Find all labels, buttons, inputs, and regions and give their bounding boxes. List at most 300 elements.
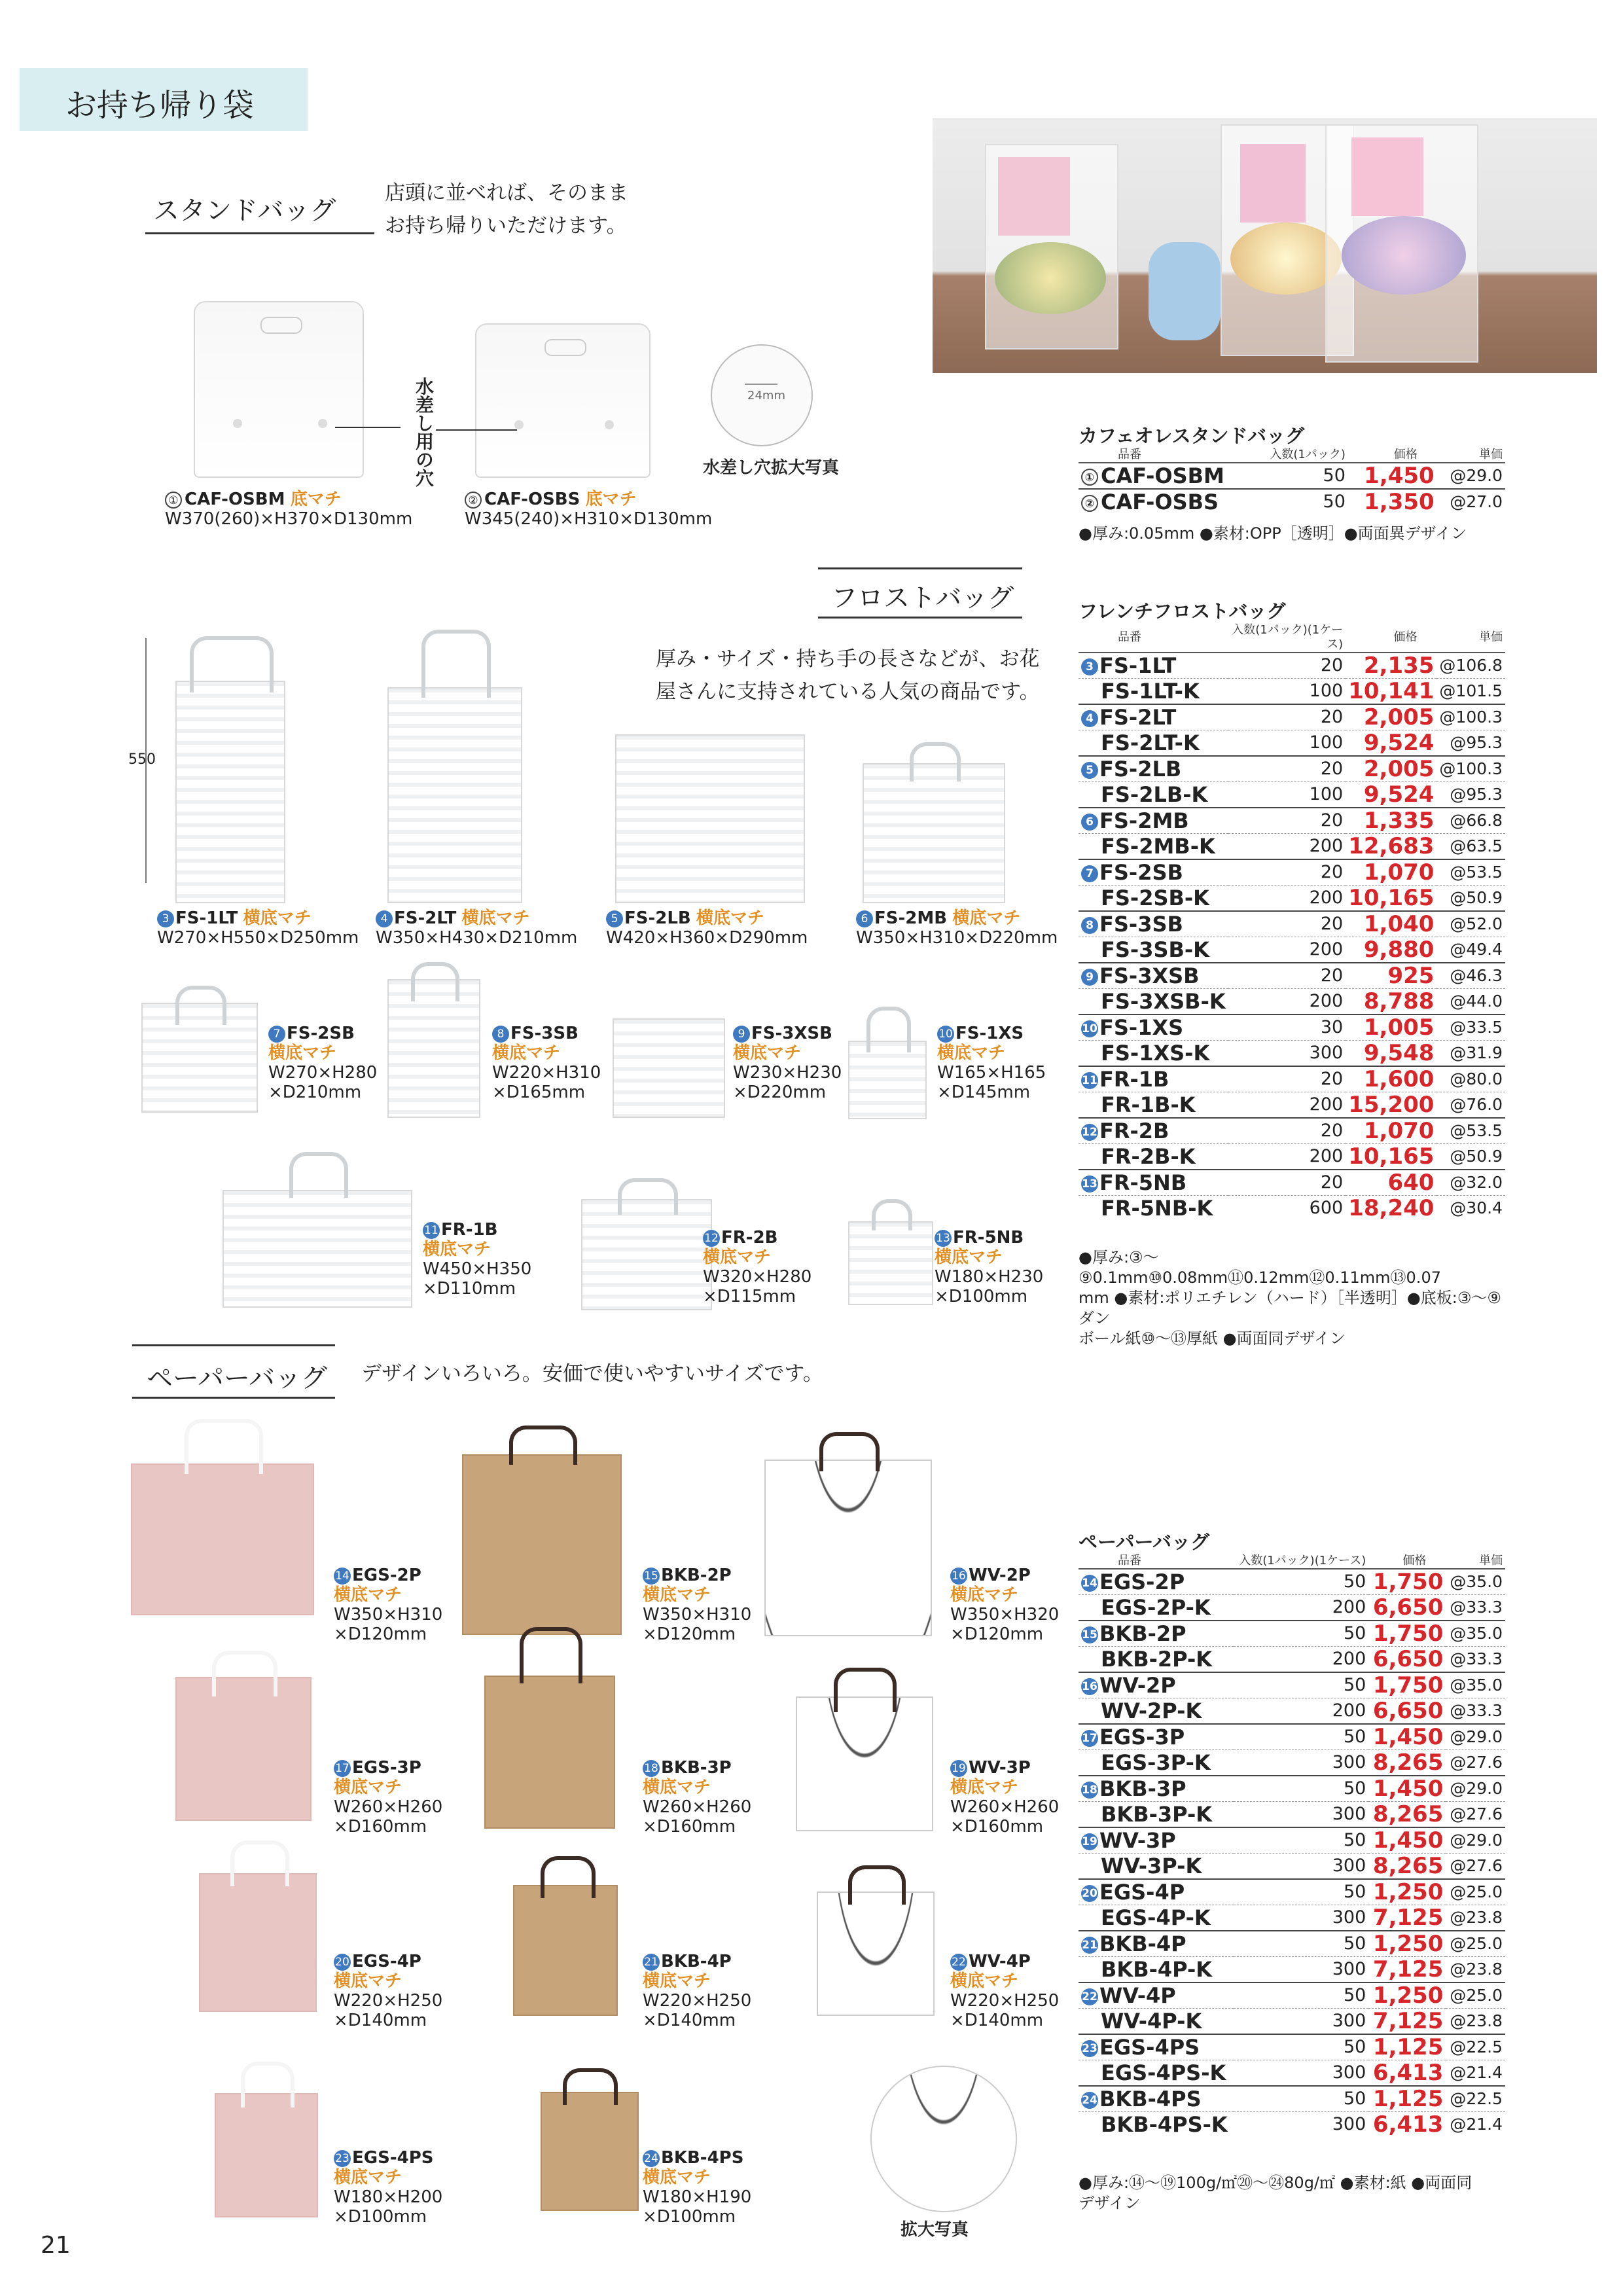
row-number-badge: 21 <box>1081 1937 1098 1954</box>
fr-2b-bag-image <box>581 1199 712 1310</box>
row-code: EGS-4PS-K <box>1101 2060 1226 2085</box>
row-price: 1,600 <box>1346 1066 1436 1092</box>
row-qty: 300 <box>1234 1854 1369 1880</box>
row-qty: 200 <box>1234 1647 1369 1673</box>
row-qty: 20 <box>1228 963 1346 989</box>
table-row <box>1079 1569 1505 1595</box>
bkb-4ps-label: 24 BKB-4PS 横底マチ W180×H190 ×D100mm <box>643 2148 752 2227</box>
row-unit: @25.0 <box>1446 1982 1505 2009</box>
row-price: 1,750 <box>1368 1621 1446 1647</box>
row-code: FS-1LT <box>1099 653 1177 678</box>
row-number-badge: 23 <box>1081 2040 1098 2057</box>
table-row <box>1079 1118 1505 1144</box>
row-code-cell <box>1079 1118 1228 1144</box>
egs-4ps-label: 23 EGS-4PS 横底マチ W180×H200 ×D100mm <box>334 2148 443 2227</box>
row-price: 7,125 <box>1368 1905 1446 1931</box>
fs-3sb-bag-image <box>387 979 480 1118</box>
row-unit: @66.8 <box>1436 808 1505 834</box>
row-number-badge: 4 <box>1081 710 1098 727</box>
frost-title-underline <box>818 617 1022 619</box>
stand-section-title: スタンドバッグ <box>153 196 336 226</box>
fs-2mb-label: 6 FS-2MB 横底マチ W350×H310×D220mm <box>856 908 1058 948</box>
caf-osbs-bag-image <box>475 323 651 478</box>
fs-2lt-bag-image <box>387 687 522 903</box>
row-code: WV-3P <box>1099 1828 1176 1853</box>
row-price: 9,548 <box>1346 1041 1436 1067</box>
fs-3xsb-label: 9 FS-3XSB 横底マチ W230×H230 ×D220mm <box>733 1024 842 1102</box>
wv-2p-label: 16 WV-2P 横底マチ W350×H320 ×D120mm <box>950 1566 1060 1644</box>
table-row <box>1079 2112 1505 2138</box>
col-unit: 単価 <box>1436 623 1505 653</box>
fr-1b-bag-image <box>223 1190 412 1308</box>
table-row <box>1079 1698 1505 1725</box>
bkb-2p-label: 15 BKB-2P 横底マチ W350×H310 ×D120mm <box>643 1566 752 1644</box>
row-code-cell <box>1079 1854 1234 1880</box>
row-price: 1,750 <box>1372 1569 1444 1595</box>
table-row <box>1079 1066 1505 1092</box>
row-code: FS-2LB <box>1099 757 1182 781</box>
row-code-cell <box>1079 1014 1228 1041</box>
row-code: EGS-2P <box>1099 1570 1185 1594</box>
row-qty: 200 <box>1234 1595 1369 1621</box>
table-row <box>1079 911 1505 937</box>
row-code-cell <box>1079 1569 1234 1595</box>
frost-description: 厚み・サイズ・持ち手の長さなどが、お花 屋さんに支持されている人気の商品です。 <box>656 647 1040 704</box>
table-row <box>1079 989 1505 1015</box>
fr-1b-label: 11 FR-1B 横底マチ W450×H350 ×D110mm <box>423 1220 532 1299</box>
row-unit: @95.3 <box>1436 782 1505 808</box>
row-code: WV-3P-K <box>1101 1854 1202 1878</box>
table-row <box>1079 1982 1505 2009</box>
height-dimension-label: 550 <box>128 751 156 768</box>
row-code-cell <box>1079 1931 1234 1957</box>
row-code: FS-1XS <box>1099 1015 1184 1040</box>
row-code-cell <box>1079 2060 1234 2087</box>
row-price: 12,683 <box>1346 834 1436 860</box>
table-row <box>1079 2086 1505 2112</box>
row-number-badge: 14 <box>1081 1575 1098 1592</box>
hole-pointer-line-left <box>335 427 401 428</box>
row-number-badge: ① <box>1081 469 1098 486</box>
row-qty: 20 <box>1228 756 1346 782</box>
row-qty: 50 <box>1234 1776 1369 1802</box>
row-number-badge: 19 <box>1081 1833 1098 1850</box>
table-row <box>1079 1776 1505 1802</box>
row-price: 6,413 <box>1368 2060 1446 2087</box>
bkb-3p-bag-image <box>484 1676 615 1829</box>
col-unit: 単価 <box>1446 1554 1505 1569</box>
cafe-table-title: カフェオレスタンドバッグ <box>1079 425 1305 447</box>
row-code: EGS-3P-K <box>1101 1750 1211 1775</box>
row-qty: 200 <box>1228 989 1346 1015</box>
page-title: お持ち帰り袋 <box>65 87 255 124</box>
fs-1xs-bag-image <box>848 1041 927 1119</box>
row-code: WV-4P <box>1099 1983 1176 2008</box>
table-row <box>1079 886 1505 912</box>
row-code: BKB-4P <box>1099 1931 1186 1956</box>
wv-4p-label: 22 WV-4P 横底マチ W220×H250 ×D140mm <box>950 1952 1060 2030</box>
row-qty: 600 <box>1228 1196 1346 1221</box>
paper-table-note: ●厚み:⑭〜⑲100g/㎡⑳〜㉔80g/㎡ ●素材:紙 ●両面同 デザイン <box>1079 2174 1472 2212</box>
row-code-cell <box>1079 1066 1228 1092</box>
row-unit: @32.0 <box>1436 1170 1505 1196</box>
stand-bag-product-photo <box>933 118 1597 373</box>
hole-zoom-circle <box>711 344 813 446</box>
row-qty: 300 <box>1234 2112 1369 2138</box>
row-number-badge: 11 <box>1081 1072 1098 1089</box>
row-code: FS-2MB <box>1099 808 1189 833</box>
row-code: BKB-3P-K <box>1101 1802 1213 1827</box>
row-unit: @23.8 <box>1446 1905 1505 1931</box>
row-qty: 200 <box>1234 1698 1369 1725</box>
row-code-cell <box>1079 834 1228 860</box>
row-code-cell <box>1079 808 1228 834</box>
row-number-badge: 20 <box>1081 1885 1098 1902</box>
row-price: 2,135 <box>1363 653 1435 679</box>
row-price: 6,650 <box>1368 1698 1446 1725</box>
egs-3p-bag-image <box>175 1677 312 1821</box>
row-code-cell <box>1079 1776 1234 1802</box>
fs-2sb-label: 7 FS-2SB 横底マチ W270×H280 ×D210mm <box>268 1024 378 1102</box>
caf-osbm-bag-image <box>194 301 364 478</box>
table-row <box>1079 2009 1505 2035</box>
row-code: WV-2P <box>1099 1673 1176 1698</box>
row-code-cell <box>1079 756 1228 782</box>
hole-zoom-caption: 水差し穴拡大写真 <box>703 458 840 478</box>
table-row <box>1079 834 1505 860</box>
bkb-3p-label: 18 BKB-3P 横底マチ W260×H260 ×D160mm <box>643 1758 752 1837</box>
row-qty: 100 <box>1228 679 1346 705</box>
row-unit: @23.8 <box>1446 1957 1505 1983</box>
row-qty: 100 <box>1228 730 1346 757</box>
paper-section-title: ペーパーバッグ <box>147 1363 327 1393</box>
row-number-badge: ② <box>1081 495 1098 512</box>
wv-2p-bag-image <box>764 1460 932 1636</box>
row-code-cell <box>1079 782 1228 808</box>
table-row <box>1079 1827 1505 1854</box>
row-unit: @22.5 <box>1446 2086 1505 2112</box>
table-row <box>1079 489 1505 514</box>
row-code: WV-4P-K <box>1101 2009 1202 2034</box>
row-unit: @25.0 <box>1446 1879 1505 1905</box>
row-code-cell <box>1079 1750 1234 1776</box>
row-price: 1,070 <box>1346 1118 1436 1144</box>
row-code-cell <box>1079 1144 1228 1170</box>
row-code-cell <box>1079 1647 1234 1673</box>
fr-5nb-label: 13 FR-5NB 横底マチ W180×H230 ×D100mm <box>935 1228 1044 1306</box>
row-code-cell <box>1079 463 1253 489</box>
row-code-cell <box>1079 1905 1234 1931</box>
row-unit: @21.4 <box>1446 2112 1505 2138</box>
french-price-table <box>1079 623 1505 1221</box>
row-unit: @52.0 <box>1436 911 1505 937</box>
table-row <box>1079 859 1505 886</box>
row-code-cell <box>1079 1957 1234 1983</box>
col-price: 価格 <box>1346 623 1436 653</box>
row-code: FS-1LT-K <box>1101 679 1200 704</box>
row-unit: @46.3 <box>1436 963 1505 989</box>
row-price: 2,005 <box>1346 756 1436 782</box>
row-unit: @53.5 <box>1436 1118 1505 1144</box>
row-unit: @31.9 <box>1436 1041 1505 1067</box>
table-row <box>1079 937 1505 963</box>
row-code-cell <box>1079 1196 1228 1221</box>
row-code: FS-2MB-K <box>1101 834 1215 859</box>
row-price: 1,450 <box>1368 1724 1446 1750</box>
col-price: 価格 <box>1348 448 1437 463</box>
row-code-cell <box>1079 2086 1234 2112</box>
row-unit: @49.4 <box>1436 937 1505 963</box>
table-row <box>1079 1092 1505 1119</box>
paper-table-title: ペーパーバッグ <box>1079 1531 1210 1553</box>
row-code: FR-5NB <box>1099 1170 1187 1195</box>
row-code-cell <box>1079 1621 1234 1647</box>
col-qty: 入数(1パック)(1ケース) <box>1228 623 1346 653</box>
row-unit: @29.0 <box>1446 1776 1505 1802</box>
row-number-badge: 6 <box>1081 814 1098 831</box>
page-number: 21 <box>41 2232 71 2259</box>
row-number-badge: 17 <box>1081 1730 1098 1747</box>
row-qty: 20 <box>1320 655 1344 675</box>
row-code: WV-2P-K <box>1101 1698 1202 1723</box>
table-row <box>1079 2034 1505 2060</box>
egs-4p-label: 20 EGS-4P 横底マチ W220×H250 ×D140mm <box>334 1952 443 2030</box>
row-qty: 300 <box>1234 2009 1369 2035</box>
col-unit: 単価 <box>1437 448 1505 463</box>
col-qty: 入数(1パック)(1ケース) <box>1234 1554 1369 1569</box>
egs-4p-bag-image <box>199 1873 317 2012</box>
cafe-price-table <box>1079 448 1505 514</box>
row-unit: @27.6 <box>1446 1802 1505 1828</box>
table-row <box>1079 730 1505 757</box>
row-code: FS-2LT-K <box>1101 730 1200 755</box>
row-price: 1,250 <box>1368 1879 1446 1905</box>
row-code-cell <box>1079 937 1228 963</box>
fs-1xs-label: 10 FS-1XS 横底マチ W165×H165 ×D145mm <box>937 1024 1046 1102</box>
row-code: FS-3SB-K <box>1101 937 1209 962</box>
row-number-badge: 5 <box>1081 762 1098 779</box>
row-code-cell <box>1079 1982 1234 2009</box>
row-code-cell <box>1079 730 1228 757</box>
row-price: 1,040 <box>1346 911 1436 937</box>
paper-zoom-circle <box>870 2066 1017 2212</box>
row-qty: 50 <box>1253 489 1348 514</box>
stand-description: 店頭に並べれば、そのまま お持ち帰りいただけます。 <box>385 181 628 238</box>
table-row <box>1079 1905 1505 1931</box>
row-qty: 50 <box>1323 465 1346 486</box>
col-code: 品番 <box>1079 623 1228 653</box>
fs-2lb-bag-image <box>615 734 805 903</box>
egs-4ps-bag-image <box>215 2093 318 2217</box>
row-code: FS-2SB-K <box>1101 886 1209 910</box>
row-code: FR-1B <box>1099 1067 1169 1092</box>
row-price: 1,070 <box>1346 859 1436 886</box>
row-number-badge: 3 <box>1081 658 1098 675</box>
table-row <box>1079 1144 1505 1170</box>
row-unit: @30.4 <box>1436 1196 1505 1221</box>
row-code: EGS-4PS <box>1099 2035 1200 2060</box>
egs-3p-label: 17 EGS-3P 横底マチ W260×H260 ×D160mm <box>334 1758 443 1837</box>
row-price: 10,165 <box>1346 886 1436 912</box>
table-row <box>1079 782 1505 808</box>
row-qty: 20 <box>1228 1118 1346 1144</box>
row-code-cell <box>1079 1698 1234 1725</box>
row-code: EGS-4P <box>1099 1880 1185 1905</box>
row-price: 10,141 <box>1346 679 1436 705</box>
row-code-cell <box>1079 859 1228 886</box>
row-qty: 20 <box>1228 859 1346 886</box>
row-price: 6,650 <box>1368 1647 1446 1673</box>
row-unit: @27.6 <box>1446 1750 1505 1776</box>
col-code: 品番 <box>1079 448 1253 463</box>
wv-3p-label: 19 WV-3P 横底マチ W260×H260 ×D160mm <box>950 1758 1060 1837</box>
table-row <box>1079 1802 1505 1828</box>
row-code: BKB-4P-K <box>1101 1957 1213 1982</box>
row-qty: 200 <box>1228 834 1346 860</box>
row-code-cell <box>1079 1827 1234 1854</box>
row-qty: 50 <box>1234 1621 1369 1647</box>
row-number-badge: 22 <box>1081 1988 1098 2005</box>
row-unit: @53.5 <box>1436 859 1505 886</box>
fs-2lb-label: 5 FS-2LB 横底マチ W420×H360×D290mm <box>606 908 808 948</box>
table-row <box>1079 1724 1505 1750</box>
row-price: 1,450 <box>1364 463 1435 489</box>
row-code: FS-2LB-K <box>1101 782 1208 807</box>
row-qty: 200 <box>1228 1092 1346 1119</box>
paper-description: デザインいろいろ。安価で使いやすいサイズです。 <box>361 1362 823 1386</box>
row-unit: @80.0 <box>1436 1066 1505 1092</box>
row-qty: 300 <box>1234 1905 1369 1931</box>
row-price: 1,450 <box>1368 1776 1446 1802</box>
egs-2p-bag-image <box>131 1463 314 1615</box>
row-code: CAF-OSBM <box>1101 463 1224 488</box>
table-row <box>1079 1621 1505 1647</box>
row-price: 9,524 <box>1346 782 1436 808</box>
row-number-badge: 8 <box>1081 917 1098 934</box>
row-code: BKB-4PS-K <box>1101 2112 1228 2137</box>
fs-1lt-label: 3 FS-1LT 横底マチ W270×H550×D250mm <box>157 908 359 948</box>
row-qty: 50 <box>1234 1672 1369 1698</box>
row-price: 6,413 <box>1368 2112 1446 2138</box>
row-unit: @35.0 <box>1450 1572 1503 1591</box>
row-unit: @101.5 <box>1436 679 1505 705</box>
row-code-cell <box>1079 679 1228 705</box>
row-price: 1,335 <box>1346 808 1436 834</box>
row-code: FR-1B-K <box>1101 1092 1196 1117</box>
row-price: 925 <box>1346 963 1436 989</box>
cafe-table-note: ●厚み:0.05mm ●素材:OPP［透明］●両面異デザイン <box>1079 524 1467 543</box>
row-qty: 30 <box>1228 1014 1346 1041</box>
row-code-cell <box>1079 989 1228 1015</box>
bkb-4p-bag-image <box>513 1885 618 2016</box>
row-qty: 50 <box>1234 2086 1369 2112</box>
row-code-cell <box>1079 1879 1234 1905</box>
row-number-badge: 7 <box>1081 865 1098 882</box>
table-row <box>1079 1879 1505 1905</box>
table-row <box>1079 963 1505 989</box>
row-number-badge: 24 <box>1081 2092 1098 2109</box>
row-qty: 100 <box>1228 782 1346 808</box>
row-price: 10,165 <box>1346 1144 1436 1170</box>
row-unit: @29.0 <box>1446 1724 1505 1750</box>
table-row <box>1079 1931 1505 1957</box>
row-qty: 20 <box>1228 1170 1346 1196</box>
row-qty: 50 <box>1234 1879 1369 1905</box>
table-row <box>1079 1595 1505 1621</box>
row-unit: @29.0 <box>1450 466 1503 485</box>
row-price: 18,240 <box>1346 1196 1436 1221</box>
row-qty: 50 <box>1234 1827 1369 1854</box>
table-row <box>1079 1041 1505 1067</box>
bkb-2p-bag-image <box>462 1454 622 1635</box>
row-unit: @35.0 <box>1446 1672 1505 1698</box>
row-unit: @50.9 <box>1436 1144 1505 1170</box>
row-price: 7,125 <box>1368 1957 1446 1983</box>
row-code-cell <box>1079 1595 1234 1621</box>
table-row <box>1079 756 1505 782</box>
paper-title-overline <box>132 1344 335 1346</box>
row-qty: 200 <box>1228 937 1346 963</box>
table-row <box>1079 653 1505 679</box>
row-price: 1,250 <box>1368 1931 1446 1957</box>
paper-zoom-caption: 拡大写真 <box>901 2220 969 2240</box>
row-code: EGS-4P-K <box>1101 1905 1211 1930</box>
fs-2sb-bag-image <box>141 1003 258 1113</box>
hole-pointer-line-right <box>436 429 517 431</box>
wv-4p-bag-image <box>817 1892 935 2016</box>
col-price: 価格 <box>1368 1554 1446 1569</box>
fs-3xsb-bag-image <box>613 1018 725 1118</box>
row-number-badge: 13 <box>1081 1175 1098 1193</box>
row-code-cell <box>1079 1041 1228 1067</box>
row-unit: @33.3 <box>1446 1698 1505 1725</box>
col-code: 品番 <box>1079 1554 1234 1569</box>
row-unit: @35.0 <box>1446 1621 1505 1647</box>
table-row <box>1079 1196 1505 1221</box>
row-code-cell <box>1079 2034 1234 2060</box>
row-qty: 50 <box>1234 2034 1369 2060</box>
row-unit: @33.3 <box>1446 1647 1505 1673</box>
egs-2p-label: 14 EGS-2P 横底マチ W350×H310 ×D120mm <box>334 1566 443 1644</box>
row-code: FS-2SB <box>1099 860 1183 885</box>
row-qty: 50 <box>1234 1724 1369 1750</box>
hole-label: 水差し用の穴 <box>413 377 435 487</box>
row-number-badge: 10 <box>1081 1020 1098 1037</box>
row-unit: @21.4 <box>1446 2060 1505 2087</box>
zoom-dimension: 24mm <box>747 389 785 403</box>
row-code-cell <box>1079 1170 1228 1196</box>
row-unit: @100.3 <box>1436 756 1505 782</box>
row-price: 1,005 <box>1346 1014 1436 1041</box>
row-price: 2,005 <box>1346 704 1436 730</box>
row-code: BKB-4PS <box>1099 2087 1202 2111</box>
row-price: 1,250 <box>1368 1982 1446 2009</box>
row-unit: @23.8 <box>1446 2009 1505 2035</box>
row-code: FS-3XSB <box>1099 963 1200 988</box>
row-unit: @63.5 <box>1436 834 1505 860</box>
row-qty: 300 <box>1228 1041 1346 1067</box>
row-code-cell <box>1079 886 1228 912</box>
row-code: FS-1XS-K <box>1101 1041 1210 1066</box>
row-price: 15,200 <box>1346 1092 1436 1119</box>
caf-osbm-label: ① CAF-OSBM 底マチ W370(260)×H370×D130mm <box>165 490 413 529</box>
row-price: 8,265 <box>1368 1802 1446 1828</box>
row-qty: 50 <box>1234 1931 1369 1957</box>
row-price: 8,265 <box>1368 1854 1446 1880</box>
row-code: BKB-2P-K <box>1101 1647 1213 1672</box>
frost-section-title: フロストバッグ <box>831 583 1014 613</box>
row-price: 9,524 <box>1346 730 1436 757</box>
